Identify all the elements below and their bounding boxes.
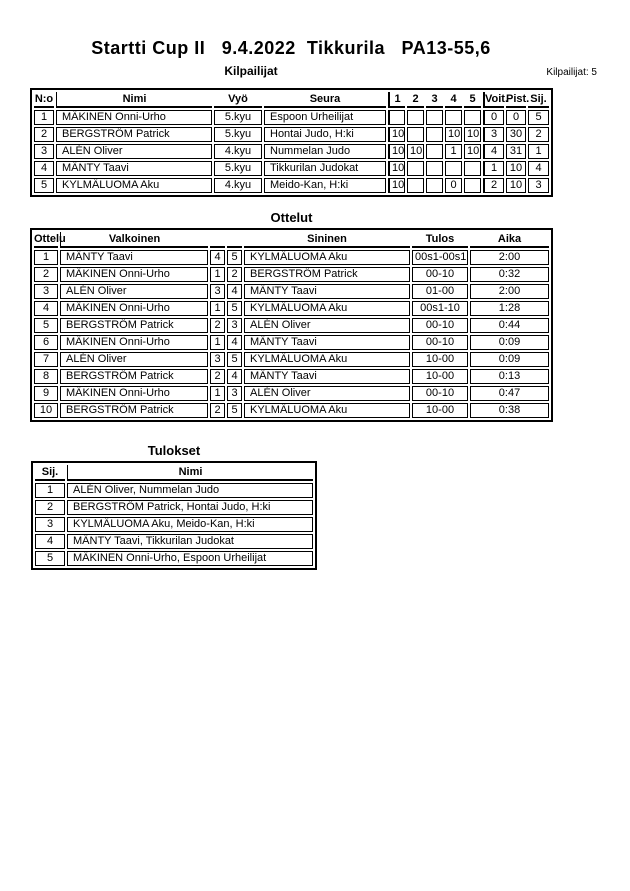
cell-score-1: 10 <box>388 144 405 159</box>
cell-wins: 0 <box>483 110 504 125</box>
cell-result: 00-10 <box>412 386 468 401</box>
cell-score-5: 10 <box>464 127 481 142</box>
cell-white-name: BERGSTRÖM Patrick <box>60 403 208 418</box>
cell-score-5 <box>464 178 481 193</box>
cell-score-2: 10 <box>407 144 424 159</box>
cell-blue-name: KYLMÄLUOMA Aku <box>244 352 410 367</box>
cell-wins: 1 <box>483 161 504 176</box>
cell-rank: 2 <box>35 500 65 515</box>
cell-name: MÄNTY Taavi <box>56 161 212 176</box>
cell-white-no: 1 <box>210 386 225 401</box>
col-header-blue: Sininen <box>244 232 410 248</box>
cell-result: 00-10 <box>412 267 468 282</box>
cell-blue-no: 5 <box>227 352 242 367</box>
cell-rank: 1 <box>35 483 65 498</box>
cell-blue-no: 4 <box>227 369 242 384</box>
cell-points: 30 <box>506 127 526 142</box>
cell-blue-name: BERGSTRÖM Patrick <box>244 267 410 282</box>
section-title-kilpailijat: Kilpailijat <box>224 64 278 78</box>
cell-name-club: ALÉN Oliver, Nummelan Judo <box>67 483 313 498</box>
cell-match-no: 10 <box>34 403 58 418</box>
cell-club: Hontai Judo, H:ki <box>264 127 386 142</box>
table-row <box>35 483 313 498</box>
cell-points: 0 <box>506 110 526 125</box>
cell-club: Espoon Urheilijat <box>264 110 386 125</box>
cell-white-no: 1 <box>210 335 225 350</box>
table-row <box>34 301 549 316</box>
cell-score-4 <box>445 161 462 176</box>
cell-white-name: BERGSTRÖM Patrick <box>60 369 208 384</box>
table-row <box>34 127 549 142</box>
cell-white-no: 3 <box>210 284 225 299</box>
kilpailijat-body <box>34 110 549 193</box>
cell-score-4: 0 <box>445 178 462 193</box>
tulokset-table <box>31 461 317 570</box>
cell-blue-no: 4 <box>227 335 242 350</box>
cell-score-4 <box>445 110 462 125</box>
col-header-rank: Sij. <box>35 465 65 481</box>
cell-blue-name: MÄNTY Taavi <box>244 335 410 350</box>
cell-points: 10 <box>506 178 526 193</box>
table-row <box>34 386 549 401</box>
cell-rank: 2 <box>528 127 549 142</box>
col-header-no: N:o <box>34 92 54 108</box>
cell-rank: 3 <box>528 178 549 193</box>
col-header-name: Nimi <box>67 465 313 481</box>
cell-result: 10-00 <box>412 352 468 367</box>
cell-name-club: BERGSTRÖM Patrick, Hontai Judo, H:ki <box>67 500 313 515</box>
cell-score-1 <box>388 110 405 125</box>
cell-wins: 3 <box>483 127 504 142</box>
cell-result: 00-10 <box>412 318 468 333</box>
cell-score-1: 10 <box>388 127 405 142</box>
table-row <box>34 144 549 159</box>
cell-wins: 2 <box>483 178 504 193</box>
cell-club: Meido-Kan, H:ki <box>264 178 386 193</box>
col-header-opp5: 5 <box>464 92 481 108</box>
cell-belt: 4.kyu <box>214 144 262 159</box>
cell-no: 2 <box>34 127 54 142</box>
col-header-opp2: 2 <box>407 92 424 108</box>
kilpailijat-header-row <box>34 92 549 108</box>
col-header-opp4: 4 <box>445 92 462 108</box>
table-row <box>34 267 549 282</box>
col-header-white-no <box>210 232 225 248</box>
cell-result: 00-10 <box>412 335 468 350</box>
cell-belt: 4.kyu <box>214 178 262 193</box>
cell-white-name: MÄKINEN Onni-Urho <box>60 267 208 282</box>
cell-white-name: ALÉN Oliver <box>60 284 208 299</box>
cell-score-3 <box>426 144 443 159</box>
col-header-white: Valkoinen <box>60 232 208 248</box>
cell-blue-no: 4 <box>227 284 242 299</box>
cell-name: ALÉN Oliver <box>56 144 212 159</box>
cell-time: 0:09 <box>470 335 549 350</box>
cell-name: BERGSTRÖM Patrick <box>56 127 212 142</box>
col-header-wins: Voit. <box>483 92 504 108</box>
col-header-club: Seura <box>264 92 386 108</box>
table-row <box>34 284 549 299</box>
cell-points: 10 <box>506 161 526 176</box>
cell-blue-name: ALÉN Oliver <box>244 318 410 333</box>
tulokset-body <box>35 483 313 566</box>
cell-white-name: MÄKINEN Onni-Urho <box>60 386 208 401</box>
col-header-opp3: 3 <box>426 92 443 108</box>
cell-score-4: 10 <box>445 127 462 142</box>
table-row <box>34 369 549 384</box>
col-header-belt: Vyö <box>214 92 262 108</box>
cell-no: 4 <box>34 161 54 176</box>
table-row <box>34 318 549 333</box>
cell-no: 3 <box>34 144 54 159</box>
table-row <box>35 517 313 532</box>
table-row <box>35 500 313 515</box>
cell-white-name: BERGSTRÖM Patrick <box>60 318 208 333</box>
cell-white-name: MÄKINEN Onni-Urho <box>60 301 208 316</box>
col-header-match: Ottelu <box>34 232 58 248</box>
cell-match-no: 2 <box>34 267 58 282</box>
ottelut-table <box>30 228 553 422</box>
cell-white-no: 1 <box>210 267 225 282</box>
cell-time: 0:47 <box>470 386 549 401</box>
cell-time: 0:32 <box>470 267 549 282</box>
cell-blue-name: MÄNTY Taavi <box>244 369 410 384</box>
col-header-time: Aika <box>470 232 549 248</box>
cell-white-no: 2 <box>210 369 225 384</box>
cell-white-name: MÄKINEN Onni-Urho <box>60 335 208 350</box>
cell-blue-no: 5 <box>227 301 242 316</box>
cell-result: 10-00 <box>412 369 468 384</box>
cell-belt: 5.kyu <box>214 161 262 176</box>
cell-belt: 5.kyu <box>214 110 262 125</box>
cell-name: KYLMÄLUOMA Aku <box>56 178 212 193</box>
section-title-ottelut: Ottelut <box>270 210 313 225</box>
cell-score-2 <box>407 127 424 142</box>
cell-blue-name: KYLMÄLUOMA Aku <box>244 403 410 418</box>
cell-match-no: 8 <box>34 369 58 384</box>
cell-wins: 4 <box>483 144 504 159</box>
cell-time: 0:13 <box>470 369 549 384</box>
cell-score-3 <box>426 178 443 193</box>
cell-match-no: 7 <box>34 352 58 367</box>
cell-score-5 <box>464 110 481 125</box>
table-row <box>34 335 549 350</box>
cell-match-no: 5 <box>34 318 58 333</box>
cell-time: 0:09 <box>470 352 549 367</box>
cell-white-no: 2 <box>210 318 225 333</box>
table-row <box>35 551 313 566</box>
cell-blue-name: KYLMÄLUOMA Aku <box>244 250 410 265</box>
table-row <box>35 534 313 549</box>
table-row <box>34 250 549 265</box>
cell-no: 1 <box>34 110 54 125</box>
cell-white-no: 1 <box>210 301 225 316</box>
col-header-opp1: 1 <box>388 92 405 108</box>
cell-blue-no: 2 <box>227 267 242 282</box>
cell-name: MÄKINEN Onni-Urho <box>56 110 212 125</box>
cell-score-3 <box>426 110 443 125</box>
competitors-count-label: Kilpailijat: 5 <box>546 67 597 78</box>
cell-rank: 4 <box>528 161 549 176</box>
cell-white-no: 3 <box>210 352 225 367</box>
cell-match-no: 1 <box>34 250 58 265</box>
cell-rank: 5 <box>35 551 65 566</box>
table-row <box>34 178 549 193</box>
cell-time: 1:28 <box>470 301 549 316</box>
section-title-tulokset: Tulokset <box>147 443 201 458</box>
cell-belt: 5.kyu <box>214 127 262 142</box>
cell-white-name: ALÉN Oliver <box>60 352 208 367</box>
cell-blue-no: 5 <box>227 403 242 418</box>
cell-match-no: 9 <box>34 386 58 401</box>
cell-no: 5 <box>34 178 54 193</box>
cell-match-no: 4 <box>34 301 58 316</box>
cell-name-club: MÄNTY Taavi, Tikkurilan Judokat <box>67 534 313 549</box>
cell-time: 0:38 <box>470 403 549 418</box>
cell-score-5: 10 <box>464 144 481 159</box>
kilpailijat-table <box>30 88 553 197</box>
cell-rank: 1 <box>528 144 549 159</box>
cell-white-name: MÄNTY Taavi <box>60 250 208 265</box>
cell-time: 0:44 <box>470 318 549 333</box>
col-header-blue-no <box>227 232 242 248</box>
cell-name-club: KYLMÄLUOMA Aku, Meido-Kan, H:ki <box>67 517 313 532</box>
col-header-name: Nimi <box>56 92 212 108</box>
cell-score-3 <box>426 127 443 142</box>
cell-blue-name: MÄNTY Taavi <box>244 284 410 299</box>
cell-blue-no: 3 <box>227 386 242 401</box>
tulokset-header-row <box>35 465 313 481</box>
cell-white-no: 4 <box>210 250 225 265</box>
cell-blue-name: ALÉN Oliver <box>244 386 410 401</box>
cell-time: 2:00 <box>470 250 549 265</box>
table-row <box>34 403 549 418</box>
ottelut-header-row <box>34 232 549 248</box>
cell-score-4: 1 <box>445 144 462 159</box>
col-header-points: Pist. <box>506 92 526 108</box>
table-row <box>34 110 549 125</box>
cell-rank: 4 <box>35 534 65 549</box>
cell-points: 31 <box>506 144 526 159</box>
cell-score-2 <box>407 110 424 125</box>
cell-blue-no: 3 <box>227 318 242 333</box>
cell-result: 00s1-10 <box>412 301 468 316</box>
table-row <box>34 161 549 176</box>
cell-result: 10-00 <box>412 403 468 418</box>
cell-match-no: 3 <box>34 284 58 299</box>
table-row <box>34 352 549 367</box>
cell-score-1: 10 <box>388 161 405 176</box>
cell-score-2 <box>407 178 424 193</box>
cell-rank: 5 <box>528 110 549 125</box>
page-title: Startti Cup II 9.4.2022 Tikkurila PA13-55,6 <box>91 38 491 58</box>
ottelut-body <box>34 250 549 418</box>
cell-white-no: 2 <box>210 403 225 418</box>
cell-club: Nummelan Judo <box>264 144 386 159</box>
col-header-rank: Sij. <box>528 92 549 108</box>
cell-club: Tikkurilan Judokat <box>264 161 386 176</box>
cell-score-3 <box>426 161 443 176</box>
cell-score-2 <box>407 161 424 176</box>
cell-score-5 <box>464 161 481 176</box>
cell-result: 00s1-00s1 <box>412 250 468 265</box>
cell-result: 01-00 <box>412 284 468 299</box>
cell-blue-name: KYLMÄLUOMA Aku <box>244 301 410 316</box>
cell-match-no: 6 <box>34 335 58 350</box>
cell-score-1: 10 <box>388 178 405 193</box>
cell-time: 2:00 <box>470 284 549 299</box>
cell-rank: 3 <box>35 517 65 532</box>
cell-name-club: MÄKINEN Onni-Urho, Espoon Urheilijat <box>67 551 313 566</box>
col-header-result: Tulos <box>412 232 468 248</box>
cell-blue-no: 5 <box>227 250 242 265</box>
